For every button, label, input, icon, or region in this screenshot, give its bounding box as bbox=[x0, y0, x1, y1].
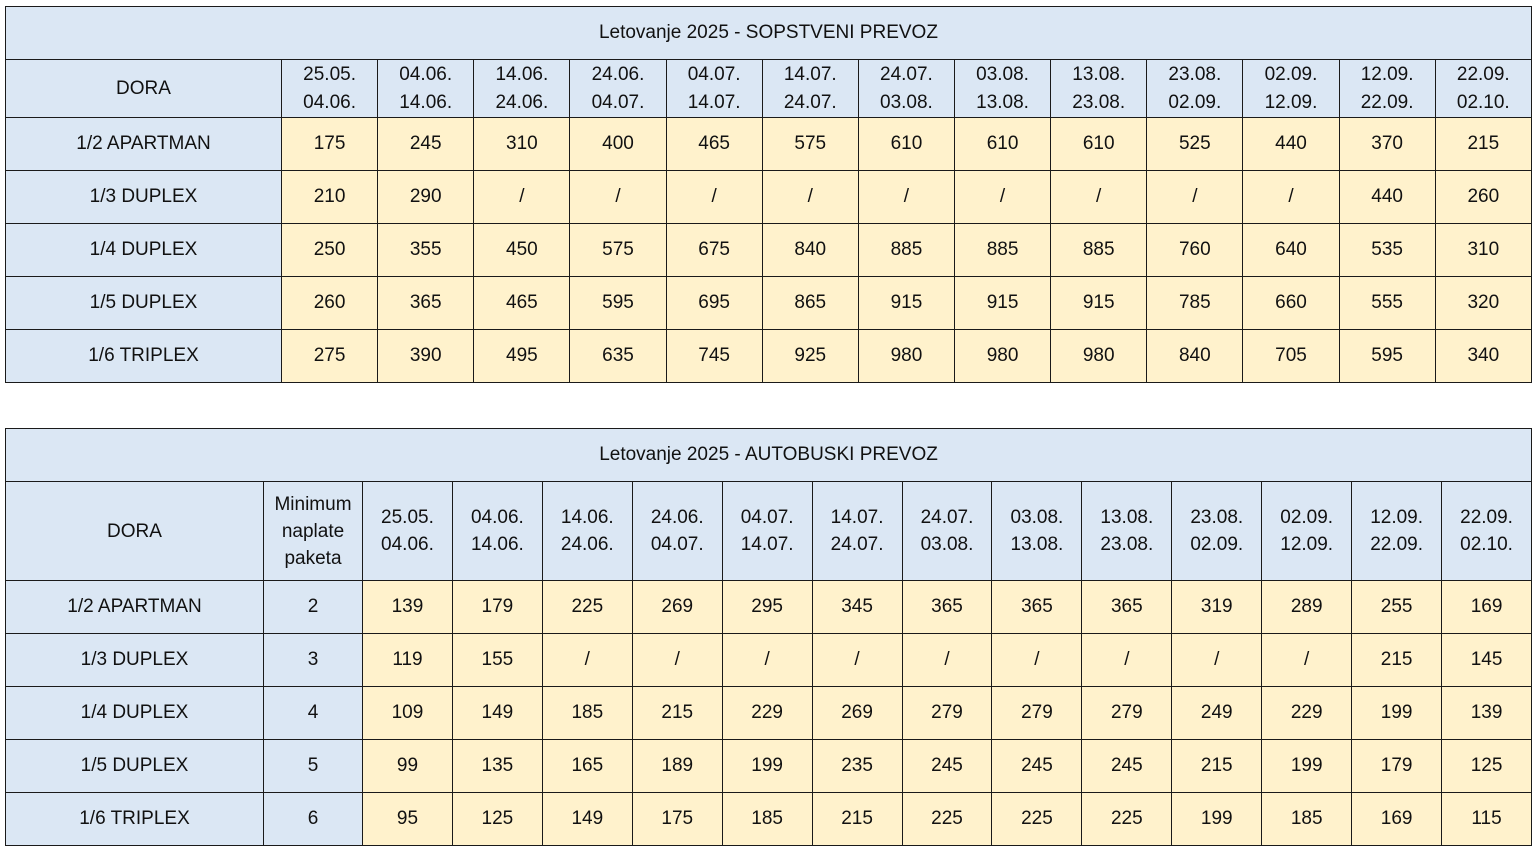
period-header bbox=[992, 482, 1082, 581]
period-header bbox=[632, 482, 722, 581]
price-cell: 149 bbox=[452, 687, 542, 740]
period-start: 14.06. bbox=[495, 63, 549, 85]
price-cell: 165 bbox=[542, 740, 632, 793]
price-cell: 109 bbox=[363, 687, 453, 740]
price-cell: 250 bbox=[282, 224, 378, 277]
period-end: 12.09. bbox=[1280, 534, 1334, 555]
price-cell: 279 bbox=[992, 687, 1082, 740]
period-header bbox=[363, 482, 453, 581]
price-cell: 595 bbox=[570, 277, 666, 330]
price-cell: 279 bbox=[1082, 687, 1172, 740]
price-cell: 245 bbox=[1082, 740, 1172, 793]
price-cell: 575 bbox=[762, 118, 858, 171]
period-end: 23.08. bbox=[1100, 534, 1154, 555]
price-cell: 785 bbox=[1147, 277, 1243, 330]
price-cell: 189 bbox=[632, 740, 722, 793]
price-cell: 610 bbox=[954, 118, 1050, 171]
period-start: 22.09. bbox=[1456, 63, 1510, 85]
min-header-line: Minimum bbox=[274, 493, 352, 515]
price-cell: 915 bbox=[954, 277, 1050, 330]
period-start: 04.06. bbox=[399, 63, 453, 85]
price-cell: 450 bbox=[474, 224, 570, 277]
period-start: 03.08. bbox=[1010, 507, 1064, 528]
period-start: 24.07. bbox=[880, 63, 933, 85]
min-header-line: naplate bbox=[281, 520, 345, 542]
price-cell: / bbox=[1262, 634, 1352, 687]
price-cell: 319 bbox=[1172, 581, 1262, 634]
price-cell: 169 bbox=[1352, 793, 1442, 846]
price-cell: 139 bbox=[1442, 687, 1532, 740]
table-title: Letovanje 2025 - SOPSTVENI PREVOZ bbox=[6, 7, 1532, 60]
price-cell: 95 bbox=[363, 793, 453, 846]
room-type: 1/3 DUPLEX bbox=[6, 171, 282, 224]
period-start: 25.05. bbox=[303, 63, 356, 85]
price-cell: 745 bbox=[666, 330, 762, 383]
price-cell: 175 bbox=[282, 118, 378, 171]
period-header bbox=[902, 482, 992, 581]
price-cell: 215 bbox=[1352, 634, 1442, 687]
period-start: 24.07. bbox=[920, 507, 974, 528]
price-cell: 215 bbox=[812, 793, 902, 846]
price-cell: 199 bbox=[1172, 793, 1262, 846]
price-cell: / bbox=[1172, 634, 1262, 687]
price-cell: 99 bbox=[363, 740, 453, 793]
room-type: 1/4 DUPLEX bbox=[6, 687, 264, 740]
period-start: 04.06. bbox=[470, 507, 524, 528]
table-row bbox=[6, 224, 1532, 277]
period-header bbox=[1243, 60, 1339, 118]
room-type: 1/5 DUPLEX bbox=[6, 740, 264, 793]
period-end: 24.06. bbox=[495, 91, 549, 113]
period-header bbox=[1339, 60, 1435, 118]
price-cell: 915 bbox=[1051, 277, 1147, 330]
period-start: 24.06. bbox=[591, 63, 645, 85]
price-cell: 210 bbox=[282, 171, 378, 224]
price-cell: / bbox=[632, 634, 722, 687]
price-cell: 345 bbox=[812, 581, 902, 634]
price-cell: / bbox=[902, 634, 992, 687]
period-end: 12.09. bbox=[1264, 91, 1318, 113]
period-end: 03.08. bbox=[880, 91, 933, 113]
price-cell: 155 bbox=[452, 634, 542, 687]
price-cell: 465 bbox=[474, 277, 570, 330]
room-type: 1/4 DUPLEX bbox=[6, 224, 282, 277]
period-header bbox=[474, 60, 570, 118]
price-cell: / bbox=[1243, 171, 1339, 224]
price-cell: 370 bbox=[1339, 118, 1435, 171]
price-cell: 440 bbox=[1339, 171, 1435, 224]
period-header bbox=[858, 60, 954, 118]
period-start: 12.09. bbox=[1360, 63, 1414, 85]
price-table-own-transport bbox=[5, 6, 1532, 383]
price-cell: 225 bbox=[992, 793, 1082, 846]
table-row bbox=[6, 634, 1532, 687]
price-table-bus-transport bbox=[5, 428, 1532, 846]
period-start: 03.08. bbox=[976, 63, 1029, 85]
price-cell: 925 bbox=[762, 330, 858, 383]
period-end: 02.09. bbox=[1190, 534, 1244, 555]
period-header bbox=[1172, 482, 1262, 581]
min-payment: 6 bbox=[264, 793, 363, 846]
price-cell: 635 bbox=[570, 330, 666, 383]
price-cell: 269 bbox=[812, 687, 902, 740]
period-end: 04.06. bbox=[381, 534, 434, 555]
price-cell: 320 bbox=[1435, 277, 1531, 330]
min-header-line: paketa bbox=[284, 547, 342, 569]
price-cell: 179 bbox=[452, 581, 542, 634]
price-cell: 535 bbox=[1339, 224, 1435, 277]
price-cell: 179 bbox=[1352, 740, 1442, 793]
price-cell: 310 bbox=[1435, 224, 1531, 277]
table-row bbox=[6, 277, 1532, 330]
period-end: 24.07. bbox=[830, 534, 884, 555]
price-cell: 135 bbox=[452, 740, 542, 793]
table-row bbox=[6, 118, 1532, 171]
price-cell: 400 bbox=[570, 118, 666, 171]
price-cell: 525 bbox=[1147, 118, 1243, 171]
price-cell: 149 bbox=[542, 793, 632, 846]
price-cell: 675 bbox=[666, 224, 762, 277]
table-row bbox=[6, 687, 1532, 740]
room-type: 1/6 TRIPLEX bbox=[6, 793, 264, 846]
price-cell: 199 bbox=[1262, 740, 1352, 793]
price-cell: 885 bbox=[858, 224, 954, 277]
price-cell: 355 bbox=[378, 224, 474, 277]
price-cell: / bbox=[570, 171, 666, 224]
price-cell: 610 bbox=[1051, 118, 1147, 171]
price-cell: 290 bbox=[378, 171, 474, 224]
price-cell: 279 bbox=[902, 687, 992, 740]
price-cell: / bbox=[1051, 171, 1147, 224]
min-payment: 3 bbox=[264, 634, 363, 687]
price-cell: 125 bbox=[452, 793, 542, 846]
table-row bbox=[6, 740, 1532, 793]
corner-label: DORA bbox=[6, 482, 264, 581]
min-payment-header bbox=[264, 482, 363, 581]
period-header bbox=[762, 60, 858, 118]
period-start: 02.09. bbox=[1280, 507, 1334, 528]
room-type: 1/5 DUPLEX bbox=[6, 277, 282, 330]
room-type: 1/2 APARTMAN bbox=[6, 118, 282, 171]
price-cell: 365 bbox=[1082, 581, 1172, 634]
min-payment: 2 bbox=[264, 581, 363, 634]
period-start: 14.06. bbox=[560, 507, 614, 528]
price-cell: 245 bbox=[378, 118, 474, 171]
period-header bbox=[722, 482, 812, 581]
price-cell: / bbox=[858, 171, 954, 224]
price-cell: 865 bbox=[762, 277, 858, 330]
price-cell: 365 bbox=[902, 581, 992, 634]
period-end: 02.09. bbox=[1168, 91, 1222, 113]
period-end: 04.07. bbox=[650, 534, 704, 555]
price-cell: 980 bbox=[1051, 330, 1147, 383]
period-end: 24.07. bbox=[783, 91, 837, 113]
period-start: 14.07. bbox=[830, 507, 884, 528]
price-cell: 225 bbox=[1082, 793, 1172, 846]
price-cell: 235 bbox=[812, 740, 902, 793]
price-cell: / bbox=[1082, 634, 1172, 687]
period-end: 03.08. bbox=[920, 534, 974, 555]
table-row bbox=[6, 581, 1532, 634]
price-cell: 840 bbox=[762, 224, 858, 277]
period-header bbox=[666, 60, 762, 118]
price-cell: / bbox=[722, 634, 812, 687]
price-cell: 175 bbox=[632, 793, 722, 846]
price-cell: / bbox=[666, 171, 762, 224]
room-type: 1/6 TRIPLEX bbox=[6, 330, 282, 383]
table-row bbox=[6, 793, 1532, 846]
price-cell: 199 bbox=[1352, 687, 1442, 740]
period-start: 02.09. bbox=[1264, 63, 1318, 85]
price-cell: 465 bbox=[666, 118, 762, 171]
price-cell: / bbox=[954, 171, 1050, 224]
price-cell: 575 bbox=[570, 224, 666, 277]
price-cell: 980 bbox=[954, 330, 1050, 383]
price-cell: 185 bbox=[722, 793, 812, 846]
price-cell: 275 bbox=[282, 330, 378, 383]
price-cell: 115 bbox=[1442, 793, 1532, 846]
price-cell: 885 bbox=[1051, 224, 1147, 277]
price-cell: 340 bbox=[1435, 330, 1531, 383]
price-cell: 245 bbox=[902, 740, 992, 793]
price-cell: 310 bbox=[474, 118, 570, 171]
price-cell: 245 bbox=[992, 740, 1082, 793]
price-cell: 760 bbox=[1147, 224, 1243, 277]
min-payment: 5 bbox=[264, 740, 363, 793]
period-header bbox=[1262, 482, 1352, 581]
price-cell: 595 bbox=[1339, 330, 1435, 383]
price-cell: 495 bbox=[474, 330, 570, 383]
price-cell: / bbox=[474, 171, 570, 224]
price-cell: 225 bbox=[542, 581, 632, 634]
price-cell: 885 bbox=[954, 224, 1050, 277]
period-header bbox=[378, 60, 474, 118]
price-cell: 610 bbox=[858, 118, 954, 171]
period-start: 12.09. bbox=[1370, 507, 1424, 528]
header-row bbox=[6, 60, 1532, 118]
price-cell: / bbox=[1147, 171, 1243, 224]
price-cell: / bbox=[992, 634, 1082, 687]
period-start: 13.08. bbox=[1072, 63, 1126, 85]
min-payment: 4 bbox=[264, 687, 363, 740]
period-start: 23.08. bbox=[1190, 507, 1244, 528]
price-cell: 365 bbox=[378, 277, 474, 330]
price-cell: 440 bbox=[1243, 118, 1339, 171]
period-start: 24.06. bbox=[650, 507, 704, 528]
price-cell: 660 bbox=[1243, 277, 1339, 330]
period-header bbox=[282, 60, 378, 118]
price-cell: 255 bbox=[1352, 581, 1442, 634]
table-title: Letovanje 2025 - AUTOBUSKI PREVOZ bbox=[6, 429, 1532, 482]
price-cell: 185 bbox=[542, 687, 632, 740]
price-cell: 365 bbox=[992, 581, 1082, 634]
price-cell: 269 bbox=[632, 581, 722, 634]
price-cell: 289 bbox=[1262, 581, 1352, 634]
price-cell: 145 bbox=[1442, 634, 1532, 687]
price-cell: 215 bbox=[1435, 118, 1531, 171]
price-cell: 119 bbox=[363, 634, 453, 687]
price-cell: 249 bbox=[1172, 687, 1262, 740]
period-end: 14.07. bbox=[740, 534, 794, 555]
table-row bbox=[6, 330, 1532, 383]
period-header bbox=[1147, 60, 1243, 118]
price-cell: 390 bbox=[378, 330, 474, 383]
price-cell: 199 bbox=[722, 740, 812, 793]
price-cell: 695 bbox=[666, 277, 762, 330]
price-cell: / bbox=[762, 171, 858, 224]
price-cell: 229 bbox=[722, 687, 812, 740]
price-cell: 125 bbox=[1442, 740, 1532, 793]
period-end: 13.08. bbox=[1010, 534, 1064, 555]
period-end: 22.09. bbox=[1360, 91, 1414, 113]
period-start: 13.08. bbox=[1100, 507, 1154, 528]
room-type: 1/2 APARTMAN bbox=[6, 581, 264, 634]
price-cell: 260 bbox=[1435, 171, 1531, 224]
period-end: 13.08. bbox=[976, 91, 1029, 113]
period-end: 02.10. bbox=[1456, 91, 1510, 113]
price-cell: 229 bbox=[1262, 687, 1352, 740]
period-start: 23.08. bbox=[1168, 63, 1222, 85]
price-cell: 555 bbox=[1339, 277, 1435, 330]
room-type: 1/3 DUPLEX bbox=[6, 634, 264, 687]
period-header bbox=[812, 482, 902, 581]
period-end: 22.09. bbox=[1370, 534, 1424, 555]
price-cell: 980 bbox=[858, 330, 954, 383]
period-header bbox=[954, 60, 1050, 118]
price-cell: / bbox=[542, 634, 632, 687]
period-header bbox=[1352, 482, 1442, 581]
period-start: 25.05. bbox=[381, 507, 434, 528]
price-cell: 915 bbox=[858, 277, 954, 330]
price-cell: 215 bbox=[1172, 740, 1262, 793]
period-header bbox=[570, 60, 666, 118]
header-row bbox=[6, 482, 1532, 581]
price-cell: 295 bbox=[722, 581, 812, 634]
price-cell: 139 bbox=[363, 581, 453, 634]
corner-label: DORA bbox=[6, 60, 282, 118]
period-end: 14.07. bbox=[687, 91, 741, 113]
period-start: 22.09. bbox=[1460, 507, 1513, 528]
period-header bbox=[452, 482, 542, 581]
period-header bbox=[542, 482, 632, 581]
price-cell: 225 bbox=[902, 793, 992, 846]
period-start: 14.07. bbox=[783, 63, 837, 85]
price-cell: 640 bbox=[1243, 224, 1339, 277]
price-cell: 215 bbox=[632, 687, 722, 740]
price-cell: / bbox=[812, 634, 902, 687]
period-header bbox=[1051, 60, 1147, 118]
period-start: 04.07. bbox=[687, 63, 741, 85]
period-end: 14.06. bbox=[399, 91, 453, 113]
period-end: 14.06. bbox=[470, 534, 524, 555]
period-end: 04.06. bbox=[303, 91, 356, 113]
price-cell: 185 bbox=[1262, 793, 1352, 846]
price-cell: 840 bbox=[1147, 330, 1243, 383]
period-end: 04.07. bbox=[591, 91, 645, 113]
period-end: 24.06. bbox=[560, 534, 614, 555]
price-cell: 169 bbox=[1442, 581, 1532, 634]
table-row bbox=[6, 171, 1532, 224]
period-end: 02.10. bbox=[1460, 534, 1513, 555]
period-header bbox=[1082, 482, 1172, 581]
period-start: 04.07. bbox=[740, 507, 794, 528]
period-header bbox=[1442, 482, 1532, 581]
price-cell: 260 bbox=[282, 277, 378, 330]
period-header bbox=[1435, 60, 1531, 118]
price-cell: 705 bbox=[1243, 330, 1339, 383]
period-end: 23.08. bbox=[1072, 91, 1126, 113]
